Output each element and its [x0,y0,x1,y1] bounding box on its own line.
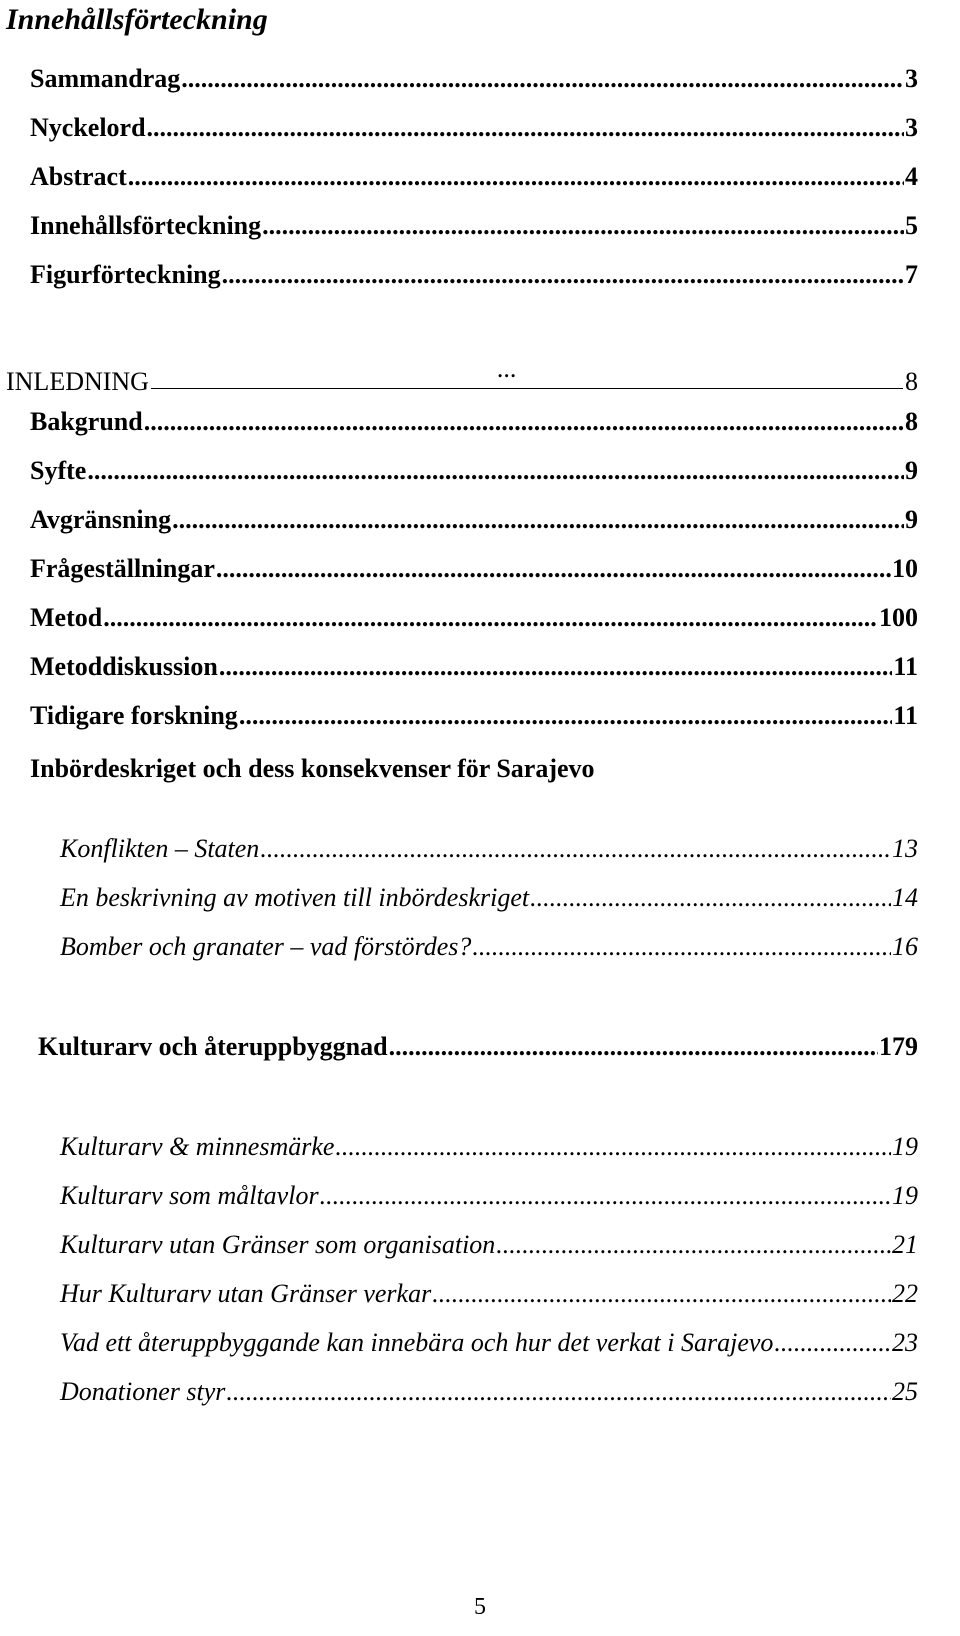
toc-entry-title: Kulturarv och återuppbyggnad [38,1032,388,1061]
toc-heading: Innehållsförteckning [6,3,268,36]
toc-entry-title: Hur Kulturarv utan Gränser verkar [60,1279,432,1308]
toc-entry-page: 100 [879,603,918,632]
toc-entry-title: Kulturarv som måltavlor [60,1181,319,1210]
toc-entry-title: En beskrivning av motiven till inbördeskriget [60,883,530,912]
toc-entry-title: Figurförteckning [30,260,221,289]
dot-leader [239,699,893,733]
dot-leader [262,209,904,243]
toc-entry-page: 21 [892,1230,918,1259]
toc-entry-page: 19 [892,1181,918,1210]
toc-entry-title: Kulturarv utan Gränser som organisation [60,1230,496,1259]
toc-entry-kug-verkar[interactable] [60,1277,918,1311]
toc-entry-metoddiskussion[interactable] [30,650,918,684]
toc-entry-page: 5 [905,211,918,240]
toc-entry-bakgrund[interactable] [30,405,918,439]
toc-entry-inledning[interactable] [6,356,918,399]
toc-entry-page: 4 [905,162,918,191]
toc-entry-title: Syfte [30,456,87,485]
toc-entry-donationer-styr[interactable] [60,1375,918,1409]
dot-leader [219,650,893,684]
toc-entry-kulturarv-och-ateruppbyggnad[interactable] [38,1030,918,1064]
toc-entry-metod[interactable] [30,601,918,635]
toc-entry-syfte[interactable] [30,454,918,488]
dot-leader [472,930,891,964]
toc-entry-page: 10 [892,554,918,583]
toc-entry-tidigare-forskning[interactable] [30,699,918,733]
toc-entry-title: Bomber och granater – vad förstördes? [60,932,472,961]
toc-entry-figurforteckning[interactable] [30,258,918,292]
dot-leader [335,1130,891,1164]
toc-entry-bomber-och-granater[interactable] [60,930,918,964]
dot-leader [389,1030,878,1064]
toc-entry-title: Tidigare forskning [30,701,238,730]
dot-leader [144,405,904,439]
dot-leader [181,62,904,96]
toc-entry-nyckelord[interactable] [30,111,918,145]
dot-leader [216,552,891,586]
dot-leader [147,111,904,145]
toc-entry-title: Vad ett återuppbyggande kan innebära och hur det verkat i Sarajevo [60,1328,774,1357]
toc-entry-sammandrag[interactable] [30,62,918,96]
dot-leader [260,832,891,866]
toc-entry-page: 13 [892,834,918,863]
toc-entry-page: 23 [892,1328,918,1357]
toc-chapter-inbordeskriget[interactable]: Inbördeskriget och dess konsekvenser för Sarajevo [30,754,595,783]
toc-entry-title: Avgränsning [30,505,172,534]
toc-entry-abstract[interactable] [30,160,918,194]
toc-entry-page: 8 [905,367,918,396]
toc-entry-innehallsforteckning[interactable] [30,209,918,243]
dot-leader [226,1375,891,1409]
dot-leader [432,1277,891,1311]
dot-leader [222,258,904,292]
toc-entry-title: Sammandrag [30,64,181,93]
dot-leader [320,1179,891,1213]
toc-entry-page: 11 [893,701,918,730]
toc-entry-kug-organisation[interactable] [60,1228,918,1262]
toc-entry-fragestallningar[interactable] [30,552,918,586]
leader-dots: ... [496,354,517,383]
toc-entry-title: Donationer styr [60,1377,226,1406]
toc-entry-kulturarv-maltavlor[interactable] [60,1179,918,1213]
toc-entry-title: Metoddiskussion [30,652,218,681]
toc-entry-page: 9 [905,456,918,485]
toc-entry-page: 9 [905,505,918,534]
toc-entry-page: 19 [892,1132,918,1161]
toc-entry-page: 179 [879,1032,918,1061]
toc-entry-title: Konflikten – Staten [60,834,260,863]
toc-entry-title: Bakgrund [30,407,143,436]
dot-leader [496,1228,891,1262]
toc-entry-page: 22 [892,1279,918,1308]
toc-entry-title: Nyckelord [30,113,146,142]
toc-entry-page: 11 [893,652,918,681]
underline-leader [151,356,903,390]
toc-entry-title: Kulturarv & minnesmärke [60,1132,335,1161]
dot-leader [128,160,904,194]
toc-entry-avgransning[interactable] [30,503,918,537]
toc-entry-ateruppbyggande-sarajevo[interactable] [60,1326,918,1360]
toc-entry-page: 3 [905,113,918,142]
toc-entry-page: 8 [905,407,918,436]
toc-entry-page: 25 [892,1377,918,1406]
toc-entry-title: Frågeställningar [30,554,215,583]
toc-entry-title: Abstract [30,162,127,191]
toc-entry-kulturarv-minnesmarke[interactable] [60,1130,918,1164]
leader-rule [151,388,903,389]
toc-entry-title: Innehållsförteckning [30,211,262,240]
dot-leader [530,881,891,915]
toc-entry-title: INLEDNING [6,367,149,396]
page-number: 5 [474,1594,486,1620]
toc-entry-motiven[interactable] [60,881,918,915]
toc-entry-page: 7 [905,260,918,289]
dot-leader [172,503,904,537]
toc-entry-konflikten-staten[interactable] [60,832,918,866]
toc-entry-page: 16 [892,932,918,961]
toc-entry-title: Metod [30,603,103,632]
toc-entry-page: 14 [892,883,918,912]
dot-leader [774,1326,891,1360]
toc-entry-page: 3 [905,64,918,93]
dot-leader [87,454,904,488]
dot-leader [103,601,878,635]
